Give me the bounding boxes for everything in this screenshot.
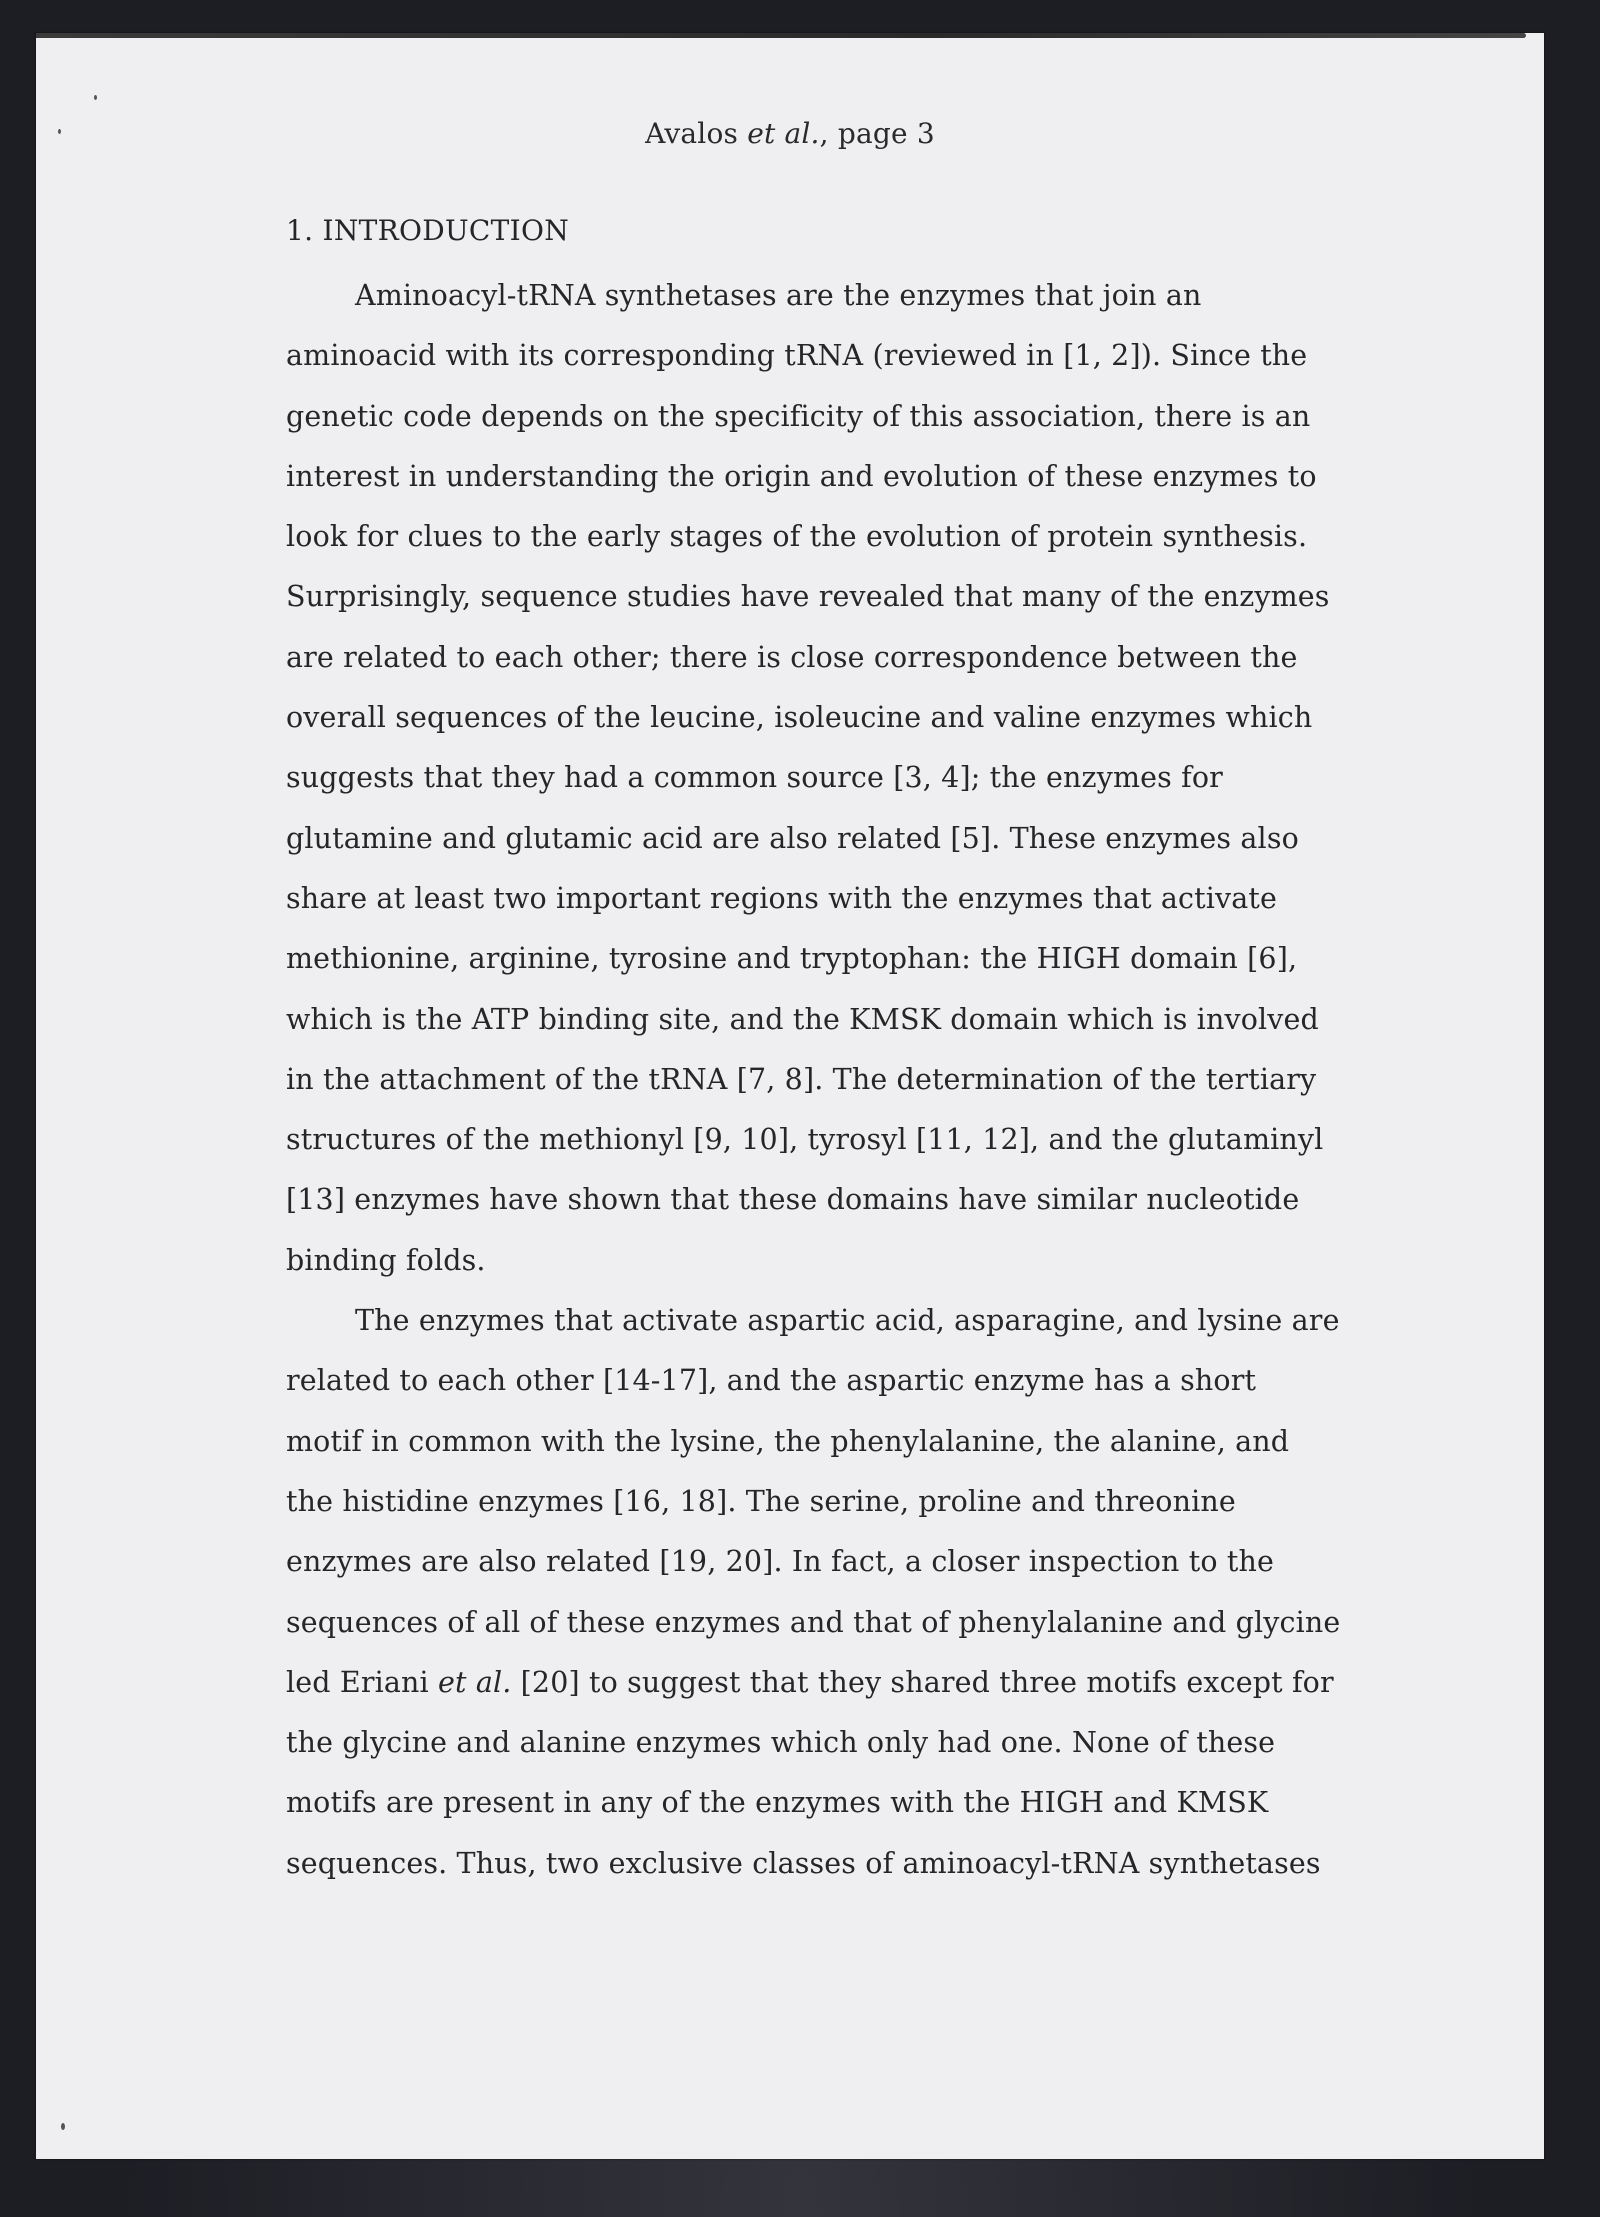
text-line: glutamine and glutamic acid are also related [5]. These enzymes also [286, 821, 1299, 855]
page-top-edge-shadow [36, 33, 1526, 38]
text-line: [13] enzymes have shown that these domains have similar nucleotide [286, 1183, 1300, 1217]
text-line: sequences. Thus, two exclusive classes of aminoacyl-tRNA synthetases [286, 1846, 1321, 1880]
text-line-citation [286, 1653, 1436, 1713]
text-line: structures of the methionyl [9, 10], tyrosyl [11, 12], and the glutaminyl [286, 1123, 1324, 1157]
text-line: the glycine and alanine enzymes which only had one. None of these [286, 1726, 1276, 1760]
text-line: look for clues to the early stages of the evolution of protein synthesis. [286, 520, 1308, 554]
paragraph-1 [286, 266, 1436, 1291]
paper-speck [61, 2123, 65, 2130]
text-line: Aminoacyl-tRNA synthetases are the enzymes that join an [355, 279, 1202, 312]
text-line: enzymes are also related [19, 20]. In fact, a closer inspection to the [286, 1545, 1274, 1579]
text-line: methionine, arginine, tyrosine and tryptophan: the HIGH domain [6], [286, 942, 1298, 976]
text-line: aminoacid with its corresponding tRNA (reviewed in [1, 2]). Since the [286, 339, 1308, 373]
paper-speck [94, 95, 97, 100]
text-line: in the attachment of the tRNA [7, 8]. The determination of the tertiary [286, 1062, 1317, 1096]
paragraph-2 [286, 1291, 1436, 1894]
text-line: are related to each other; there is close correspondence between the [286, 640, 1298, 674]
text-line: motif in common with the lysine, the phenylalanine, the alanine, and [286, 1424, 1290, 1458]
text-line: share at least two important regions with the enzymes that activate [286, 881, 1278, 915]
body-content [286, 208, 1436, 1894]
text-line: which is the ATP binding site, and the KMSK domain which is involved [286, 1002, 1319, 1036]
running-header [36, 117, 1544, 150]
header-et-al: et al. [747, 117, 820, 150]
text-line: suggests that they had a common source [3, 4]; the enzymes for [286, 761, 1223, 795]
text-line: the histidine enzymes [16, 18]. The serine, proline and threonine [286, 1484, 1236, 1518]
text-line: The enzymes that activate aspartic acid, asparagine, and lysine are [355, 1304, 1340, 1338]
text-line: binding folds. [286, 1243, 486, 1277]
text-line: related to each other [14-17], and the aspartic enzyme has a short [286, 1364, 1257, 1398]
et-al-italic: et al. [438, 1665, 512, 1699]
text-line: interest in understanding the origin and evolution of these enzymes to [286, 459, 1317, 493]
text-line: motifs are present in any of the enzymes with the HIGH and KMSK [286, 1786, 1269, 1820]
text-line: overall sequences of the leucine, isoleucine and valine enzymes which [286, 701, 1313, 735]
text-line: genetic code depends on the specificity of this association, there is an [286, 399, 1311, 433]
text-line: Surprisingly, sequence studies have revealed that many of the enzymes [286, 580, 1330, 614]
document-page [36, 33, 1544, 2159]
header-page-number: , page 3 [819, 117, 935, 150]
text-segment: [20] to suggest that they shared three motifs except for [511, 1665, 1334, 1699]
header-author: Avalos [645, 117, 739, 150]
text-line: sequences of all of these enzymes and that of phenylalanine and glycine [286, 1605, 1341, 1639]
section-heading: 1. INTRODUCTION [286, 214, 570, 247]
text-segment: led Eriani [286, 1665, 438, 1699]
